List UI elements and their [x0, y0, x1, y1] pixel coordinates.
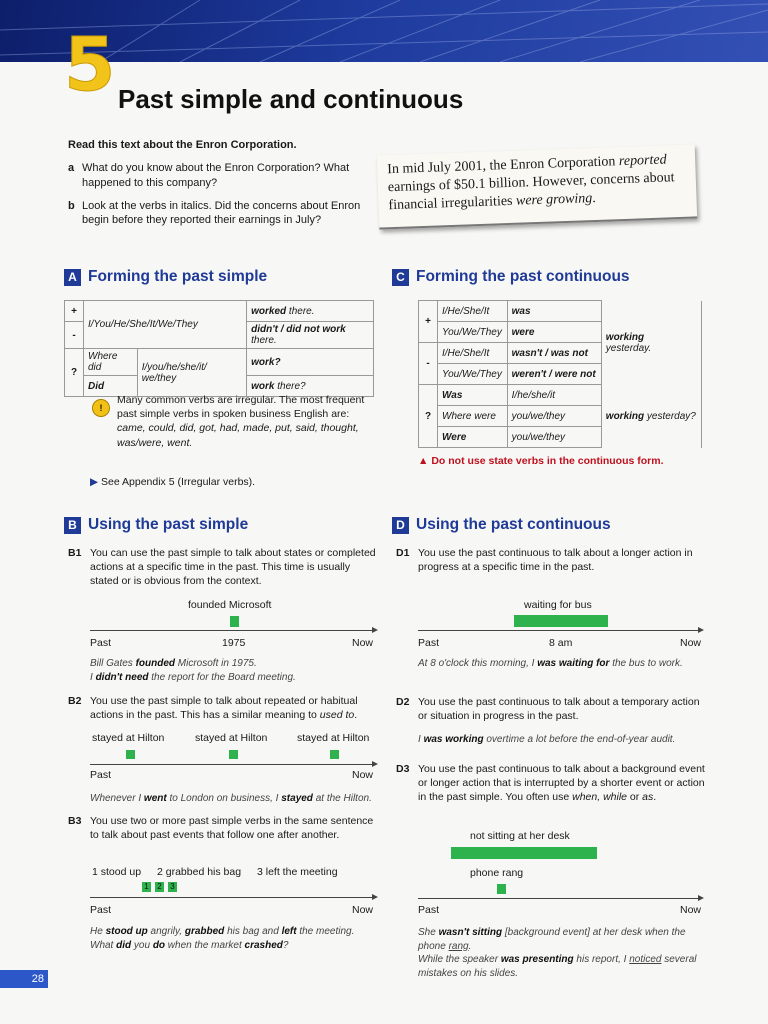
question-b: b Look at the verbs in italics. Did the concerns about Enron begin before they reported their earnings in July? — [68, 199, 361, 227]
section-d-heading: D Using the past continuous — [392, 516, 611, 534]
b2-example: Whenever I went to London on business, I stayed at the Hilton. — [90, 793, 372, 804]
d1-text: D1 You use the past continuous to talk about a longer action in progress at a specific time in the past. — [396, 547, 693, 574]
tip-icon: ! — [92, 399, 110, 417]
b3-now: Now — [352, 904, 374, 916]
intro — [68, 138, 368, 236]
section-d-badge: D — [392, 517, 409, 534]
appendix-link[interactable]: ▶ See Appendix 5 (Irregular verbs). — [90, 476, 256, 488]
d2-example: I was working overtime a lot before the end-of-year audit. — [418, 734, 676, 745]
b2-label-1: stayed at Hilton — [92, 732, 165, 744]
d1-now: Now — [680, 637, 702, 649]
b3-examples: He stood up angrily, grabbed his bag and left the meeting. What did you do when the market crashed? — [90, 926, 355, 951]
d3-text: D3 You use the past continuous to talk about a background event or longer action that is interrupted by a shorter event or action in the past simple. You often use when, while or as. — [396, 763, 705, 804]
b2-mark-1 — [126, 750, 135, 759]
b1-event-label: founded Microsoft — [188, 599, 272, 611]
warning-icon: ▲ — [418, 455, 429, 467]
b1-examples: Bill Gates founded Microsoft in 1975. I didn't need the report for the Board meeting. — [90, 658, 296, 683]
section-c-badge: C — [392, 269, 409, 286]
enron-note: In mid July 2001, the Enron Corporation reported earnings of $50.1 billion. However, concerns about financial irregularities were growing. — [377, 144, 697, 229]
b1-event-mark — [230, 616, 239, 627]
b3-label-3: 3 left the meeting — [257, 866, 338, 878]
d3-past: Past — [418, 904, 440, 916]
section-c-heading: C Forming the past continuous — [392, 268, 630, 286]
b3-label-2: 2 grabbed his bag — [157, 866, 242, 878]
question-a: a What do you know about the Enron Corporation? What happened to this company? — [68, 161, 350, 189]
d1-event-label: waiting for bus — [524, 599, 592, 611]
b3-mark-3: 3 — [168, 882, 177, 892]
arrow-right-icon: ▶ — [90, 476, 99, 488]
b1-now: Now — [352, 637, 374, 649]
b1-year: 1975 — [222, 637, 246, 649]
intro-lead: Read this text about the Enron Corporation. — [68, 139, 297, 151]
b2-mark-3 — [330, 750, 339, 759]
warning-note: ▲ Do not use state verbs in the continuous form. — [418, 455, 664, 467]
section-b-badge: B — [64, 517, 81, 534]
section-a-badge: A — [64, 269, 81, 286]
b3-mark-1: 1 — [142, 882, 151, 892]
b2-label-3: stayed at Hilton — [297, 732, 370, 744]
d3-event-mark — [497, 884, 506, 894]
d3-event-label: phone rang — [470, 867, 524, 879]
page-title: Past simple and continuous — [118, 84, 464, 114]
page-number: 28 — [0, 970, 48, 988]
d3-background-label: not sitting at her desk — [470, 830, 570, 842]
b2-label-2: stayed at Hilton — [195, 732, 268, 744]
d3-background-bar — [451, 847, 597, 859]
past-simple-table: + I/You/He/She/It/We/They worked there. - didn't / did not work there. ? Where did I/you/he/she/it/ we/they work? Did work there? — [64, 300, 374, 397]
b2-past: Past — [90, 769, 112, 781]
d3-now: Now — [680, 904, 702, 916]
b1-text: B1 You can use the past simple to talk about states or completed actions at a specific time in the past. This time is usually stated or is obvious from the context. — [68, 547, 376, 588]
d1-time: 8 am — [549, 637, 573, 649]
d1-example: At 8 o'clock this morning, I was waiting for the bus to work. — [418, 658, 683, 669]
b1-past: Past — [90, 637, 112, 649]
d3-examples: She wasn't sitting [background event] at her desk when the phone rang. While the speaker was presenting his report, I noticed several mistakes on his slides. — [418, 927, 697, 979]
chapter-number: 5 — [64, 22, 116, 108]
d1-event-bar — [514, 615, 608, 627]
b3-text: B3 You use two or more past simple verbs in the same sentence to talk about past events that follow one after another. — [68, 815, 374, 842]
b2-text: B2 You use the past simple to talk about repeated or habitual actions in the past. This has a similar meaning to used to. — [68, 695, 358, 722]
section-b-heading: B Using the past simple — [64, 516, 248, 534]
b2-now: Now — [352, 769, 374, 781]
b2-mark-2 — [229, 750, 238, 759]
b3-past: Past — [90, 904, 112, 916]
past-continuous-table: + I/He/She/It was working yesterday. You/We/They were - I/He/She/It wasn't / was not You/We/They weren't / were not ? Was I/he/she/it working yesterday? Where were you/we/they Were you/we/they — [418, 300, 702, 448]
b3-label-1: 1 stood up — [92, 866, 142, 878]
irregular-tip: Many common verbs are irregular. The most frequent past simple verbs in spoken business English are: came, could, did, got, had, made, put, said, thought, was/were, went. — [117, 394, 365, 449]
d2-text: D2 You use the past continuous to talk about a temporary action or situation in progress in the past. — [396, 696, 700, 723]
d1-past: Past — [418, 637, 440, 649]
section-a-heading: A Forming the past simple — [64, 268, 267, 286]
b3-mark-2: 2 — [155, 882, 164, 892]
